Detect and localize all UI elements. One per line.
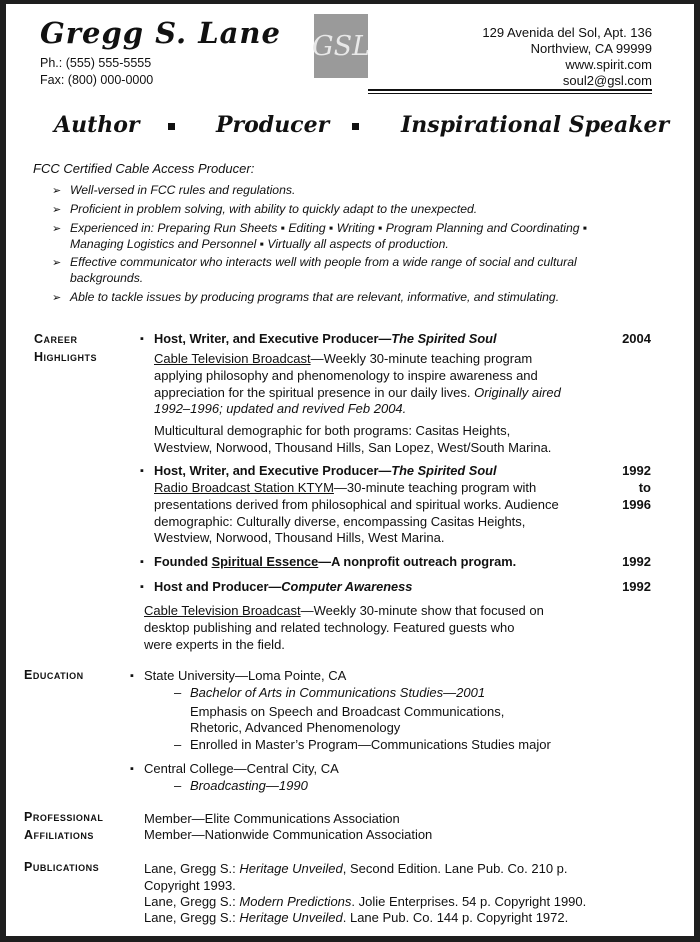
summary-bullet-3 bbox=[52, 221, 61, 235]
edu1-degree: Bachelor of Arts in Communications Studies—2001 bbox=[190, 685, 486, 700]
edu1-emphasis-line-1: Emphasis on Speech and Broadcast Communications, bbox=[190, 704, 505, 719]
edu1-emphasis-line-2: Rhetoric, Advanced Phenomenology bbox=[190, 720, 401, 735]
summary-intro: FCC Certified Cable Access Producer: bbox=[33, 161, 255, 176]
job2-year-start: 1992 bbox=[622, 463, 651, 478]
title-separator-2 bbox=[352, 123, 359, 130]
publication-1-cont: Copyright 1993. bbox=[144, 878, 236, 893]
edu2-dash: – bbox=[174, 778, 182, 793]
summary-bullet-4-text-cont: backgrounds. bbox=[70, 271, 144, 285]
job1-bullet: ▪ bbox=[140, 333, 144, 345]
edu1-school: State University—Loma Pointe, CA bbox=[144, 668, 347, 683]
job2-desc-line-4: Westview, Norwood, Thousand Hills, West Marina. bbox=[154, 530, 445, 545]
job2-desc-line-3: demographic: Culturally diverse, encompassing Casitas Heights, bbox=[154, 514, 526, 529]
email: soul2@gsl.com bbox=[562, 73, 652, 88]
title-speaker: Inspirational Speaker bbox=[401, 112, 670, 138]
section-label-education: Education bbox=[24, 668, 84, 682]
job1-desc-line-4: 1992–1996; updated and revived Feb 2004. bbox=[154, 401, 407, 416]
job2-bullet: ▪ bbox=[140, 465, 144, 477]
section-label-career: Career bbox=[34, 332, 78, 346]
affiliation-2: Member—Nationwide Communication Association bbox=[144, 827, 433, 842]
job2-desc-line-1: Radio Broadcast Station KTYM—30-minute teaching program with bbox=[154, 480, 537, 495]
edu1-dash-1: – bbox=[174, 685, 182, 700]
summary-bullet-4 bbox=[52, 255, 61, 269]
summary-bullet-1 bbox=[52, 183, 61, 197]
arrow-bullet-icon: ➢ bbox=[52, 292, 62, 304]
arrow-bullet-icon: ➢ bbox=[52, 223, 62, 235]
summary-bullet-3-text-cont: Managing Logistics and Personnel ▪ Virtually all aspects of production. bbox=[70, 237, 449, 251]
edu2-degree: Broadcasting—1990 bbox=[190, 778, 308, 793]
edu1-enrolled: Enrolled in Master’s Program—Communications Studies major bbox=[190, 737, 551, 752]
candidate-name: Gregg S. Lane bbox=[40, 16, 281, 50]
publication-2: Lane, Gregg S.: Modern Predictions. Jolie Enterprises. 54 p. Copyright 1990. bbox=[144, 894, 587, 909]
summary-bullet-5 bbox=[52, 290, 61, 304]
phone: Ph.: (555) 555-5555 bbox=[40, 56, 152, 70]
publication-1: Lane, Gregg S.: Heritage Unveiled, Second Edition. Lane Pub. Co. 210 p. bbox=[144, 861, 568, 876]
summary-bullet-3-text: Experienced in: Preparing Run Sheets ▪ Editing ▪ Writing ▪ Program Planning and Coordinating ▪ bbox=[70, 221, 588, 235]
section-label-publications: Publications bbox=[24, 860, 100, 874]
gsl-logo: GSL bbox=[314, 14, 368, 78]
arrow-bullet-icon: ➢ bbox=[52, 257, 62, 269]
arrow-bullet-icon: ➢ bbox=[52, 204, 62, 216]
job3-year: 1992 bbox=[622, 554, 651, 569]
job4-year: 1992 bbox=[622, 579, 651, 594]
arrow-bullet-icon: ➢ bbox=[52, 185, 62, 197]
fax: Fax: (800) 000-0000 bbox=[40, 73, 154, 87]
job1-demographic-line-2: Westview, Norwood, Thousand Hills, San Lopez, West/South Marina. bbox=[154, 440, 552, 455]
edu2-bullet: ▪ bbox=[130, 763, 134, 775]
title-separator-1 bbox=[168, 123, 175, 130]
job3-bullet: ▪ bbox=[140, 556, 144, 568]
affiliation-1: Member—Elite Communications Association bbox=[144, 811, 400, 826]
website: www.spirit.com bbox=[565, 57, 652, 72]
summary-bullet-2-text: Proficient in problem solving, with ability to quickly adapt to the unexpected. bbox=[70, 202, 478, 216]
edu1-bullet: ▪ bbox=[130, 670, 134, 682]
job1-desc-line-3: appreciation for the spiritual presence in our daily lives. Originally aired bbox=[154, 385, 561, 400]
job4-bullet: ▪ bbox=[140, 581, 144, 593]
address-line-1: 129 Avenida del Sol, Apt. 136 bbox=[482, 25, 652, 40]
job1-demographic-line-1: Multicultural demographic for both programs: Casitas Heights, bbox=[154, 423, 511, 438]
title-author: Author bbox=[54, 112, 140, 138]
job2-year-to: to bbox=[638, 480, 651, 495]
section-label-affiliations: Affiliations bbox=[24, 828, 94, 842]
title-producer: Producer bbox=[216, 112, 330, 138]
job4-desc-line-1: Cable Television Broadcast—Weekly 30-minute show that focused on bbox=[144, 603, 544, 618]
job1-year: 2004 bbox=[622, 331, 651, 346]
address-line-2: Northview, CA 99999 bbox=[530, 41, 652, 56]
job4-desc-line-3: were experts in the field. bbox=[144, 637, 285, 652]
summary-bullet-1-text: Well-versed in FCC rules and regulations. bbox=[70, 183, 296, 197]
job4-desc-line-2: desktop publishing and related technology. Featured guests who bbox=[144, 620, 515, 635]
job1-desc-line-2: applying philosophy and phenomenology to inspire awareness and bbox=[154, 368, 538, 383]
section-label-professional: Professional bbox=[24, 810, 104, 824]
summary-bullet-4-text: Effective communicator who interacts well with people from a wide range of social and cultural bbox=[70, 255, 577, 269]
header-rule-top bbox=[368, 89, 652, 91]
resume-page bbox=[6, 4, 694, 936]
job2-title: Host, Writer, and Executive Producer—The Spirited Soul bbox=[154, 463, 497, 478]
job1-desc-line-1: Cable Television Broadcast—Weekly 30-minute teaching program bbox=[154, 351, 533, 366]
edu1-dash-2: – bbox=[174, 737, 182, 752]
job1-title: Host, Writer, and Executive Producer—The Spirited Soul bbox=[154, 331, 497, 346]
publication-3: Lane, Gregg S.: Heritage Unveiled. Lane Pub. Co. 144 p. Copyright 1972. bbox=[144, 910, 569, 925]
header-rule-bottom bbox=[368, 93, 652, 94]
summary-bullet-2 bbox=[52, 202, 61, 216]
section-label-highlights: Highlights bbox=[34, 350, 98, 364]
summary-bullet-5-text: Able to tackle issues by producing programs that are relevant, informative, and stimulating. bbox=[70, 290, 560, 304]
job3-title: Founded Spiritual Essence—A nonprofit outreach program. bbox=[154, 554, 517, 569]
job4-title: Host and Producer—Computer Awareness bbox=[154, 579, 413, 594]
job2-year-end: 1996 bbox=[622, 497, 651, 512]
edu2-school: Central College—Central City, CA bbox=[144, 761, 339, 776]
job2-desc-line-2: presentations derived from philosophical and spiritual works. Audience bbox=[154, 497, 559, 512]
